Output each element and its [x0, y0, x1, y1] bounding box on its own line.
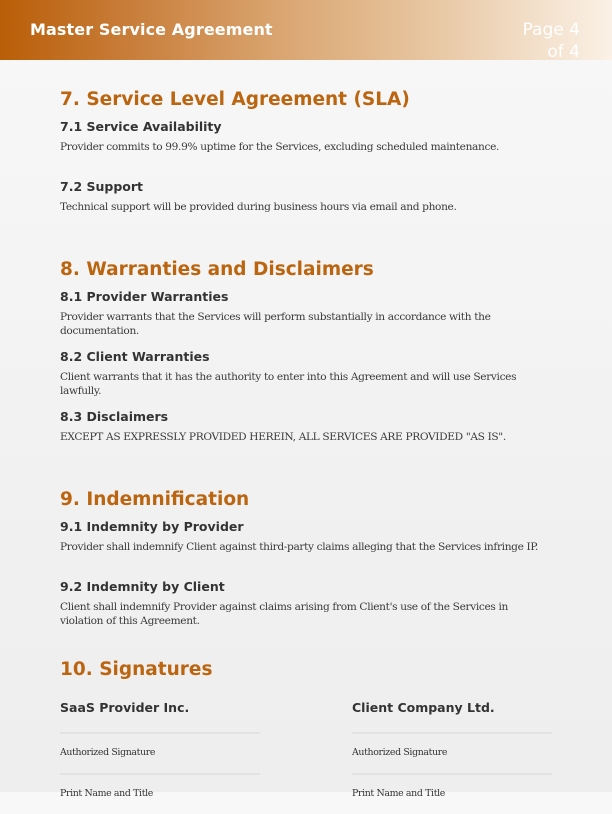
- page-header: [0, 0, 612, 60]
- subsection-heading-indemnity-client: 9.2 Indemnity by Client: [60, 579, 225, 594]
- subsection-heading-indemnity-provider: 9.1 Indemnity by Provider: [60, 519, 244, 534]
- section-heading-indemnification: 9. Indemnification: [60, 489, 250, 510]
- print-name-label-client: Print Name and Title: [352, 788, 445, 799]
- paragraph-provider-warranties: Provider warrants that the Services will perform substantially in accordance with the documentation.: [60, 311, 491, 337]
- subsection-heading-provider-warranties: 8.1 Provider Warranties: [60, 289, 229, 304]
- signature-block-client: [352, 698, 552, 814]
- subsection-heading-service-availability: 7.1 Service Availability: [60, 119, 222, 134]
- section-heading-warranties: 8. Warranties and Disclaimers: [60, 259, 374, 280]
- document-title: Master Service Agreement: [30, 20, 273, 39]
- paragraph-support: Technical support will be provided during business hours via email and phone.: [60, 201, 457, 213]
- signature-label-client: Authorized Signature: [352, 747, 448, 758]
- section-heading-sla: 7. Service Level Agreement (SLA): [60, 89, 410, 110]
- page-number-line2: of 4: [547, 42, 580, 62]
- paragraph-indemnity-client: Client shall indemnify Provider against claims arising from Client's use of the Services in violation of this Agreement.: [60, 601, 508, 627]
- signature-company-provider: SaaS Provider Inc.: [60, 700, 190, 715]
- subsection-heading-support: 7.2 Support: [60, 179, 144, 194]
- page-number-line1: Page 4: [522, 20, 580, 40]
- paragraph-indemnity-provider: Provider shall indemnify Client against third-party claims alleging that the Services infringe IP.: [60, 541, 539, 553]
- signature-label-provider: Authorized Signature: [60, 747, 156, 758]
- page-number: [500, 19, 580, 63]
- paragraph-client-warranties: Client warrants that it has the authority to enter into this Agreement and will use Services lawfully.: [60, 371, 517, 397]
- signature-block-provider: [60, 698, 260, 814]
- subsection-heading-client-warranties: 8.2 Client Warranties: [60, 349, 210, 364]
- subsection-heading-disclaimers: 8.3 Disclaimers: [60, 409, 169, 424]
- paragraph-disclaimers: EXCEPT AS EXPRESSLY PROVIDED HEREIN, ALL SERVICES ARE PROVIDED "AS IS".: [60, 431, 506, 443]
- section-heading-signatures: 10. Signatures: [60, 659, 213, 680]
- paragraph-service-availability: Provider commits to 99.9% uptime for the Services, excluding scheduled maintenance.: [60, 141, 499, 153]
- signature-company-client: Client Company Ltd.: [352, 700, 495, 715]
- print-name-label-provider: Print Name and Title: [60, 788, 153, 799]
